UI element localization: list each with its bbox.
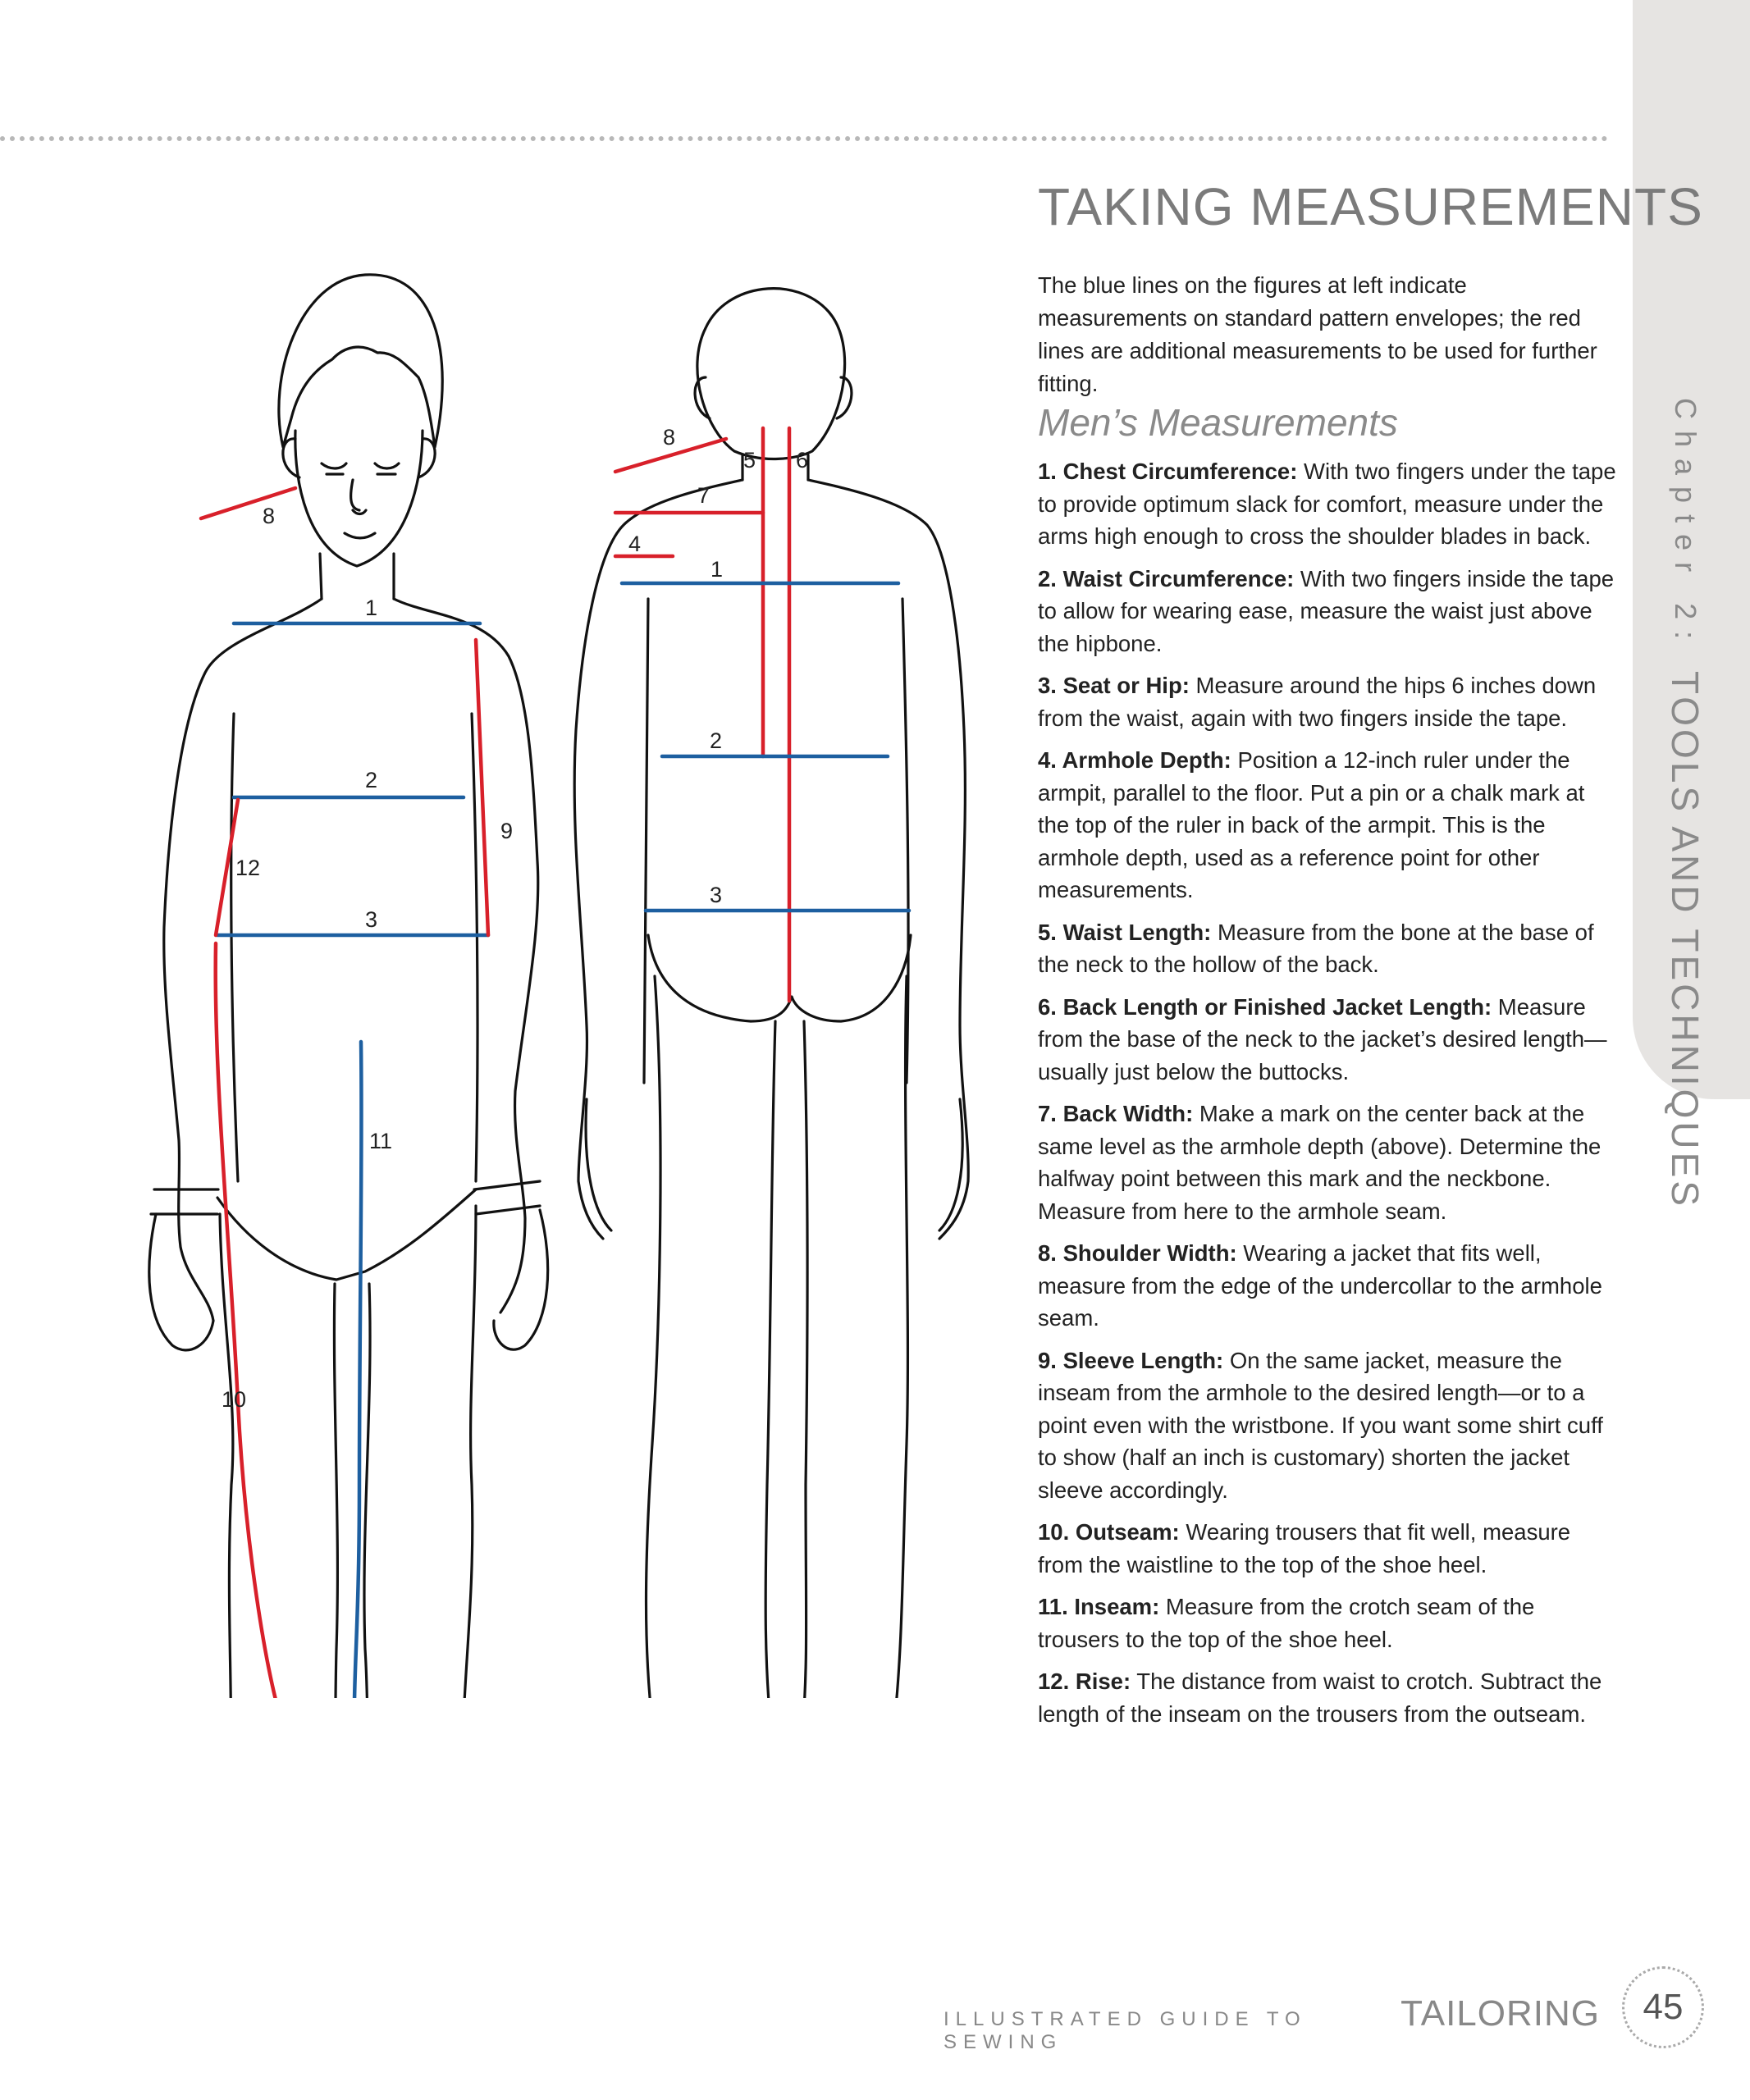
front-label-9: 9 [500,819,514,843]
measurement-list [1038,455,1616,1740]
back-label-8: 8 [663,425,676,450]
back-measure-lines [615,428,909,1001]
page-number: 45 [1622,1966,1704,2048]
measurement-item: 7. Back Width: Make a mark on the center back at the same level as the armhole depth (above). Determine the halfway point between this mark and the neckbone. Measure from here to the armhole seam. [1038,1101,1602,1224]
back-label-6: 6 [796,448,809,472]
measurement-item: 12. Rise: The distance from waist to crotch. Subtract the length of the inseam on the trousers from the outseam. [1038,1669,1602,1727]
front-label-12: 12 [235,856,261,880]
back-label-7: 7 [697,483,711,508]
section-title: TAKING MEASUREMENTS [1038,177,1703,236]
front-label-11: 11 [369,1129,393,1153]
measurement-item: 2. Waist Circumference: With two fingers inside the tape to allow for wearing ease, measure the waist just above the hipbone. [1038,565,1615,656]
book-title: TAILORING [1400,1993,1600,2034]
front-measure-lines [201,488,488,1698]
front-label-2: 2 [365,768,378,792]
front-label-1: 1 [365,596,378,620]
back-figure [574,289,968,1698]
chapter-title: TOOLS AND TECHNIQUES [1664,670,1707,1209]
front-figure [149,275,548,1698]
back-label-5: 5 [743,448,756,472]
series-title: ILLUSTRATED GUIDE TO SEWING [944,2008,1307,2053]
measurement-figures [139,254,1001,1698]
chapter-heading [1663,398,1707,1209]
measurement-item: 4. Armhole Depth: Position a 12-inch ruler under the armpit, parallel to the floor. Put a pin or a chalk mark at the top of the ruler in back of the armpit. This is the armhole depth, used as a reference point for other measurements. [1038,747,1585,902]
intro-paragraph: The blue lines on the figures at left indicate measurements on standard pattern envelopes; the red lines are additional measurements to be used for further fitting. [1038,272,1597,396]
measurement-item: 1. Chest Circumference: With two fingers under the tape to provide optimum slack for comfort, measure under the arms high enough to cross the shoulder blades in back. [1038,459,1616,549]
front-label-10: 10 [222,1387,247,1412]
measurement-item: 6. Back Length or Finished Jacket Length: Measure from the base of the neck to the jacket’s desired length—usually just below the buttocks. [1038,993,1607,1084]
back-label-1: 1 [711,557,724,582]
front-label-8: 8 [263,504,276,528]
back-label-2: 2 [710,728,723,753]
back-label-4: 4 [628,532,642,556]
measurement-item: 10. Outseam: Wearing trousers that fit well, measure from the waistline to the top of the shoe heel. [1038,1519,1571,1577]
measurement-item: 3. Seat or Hip: Measure around the hips 6 inches down from the waist, again with two fingers inside the tape. [1038,673,1597,731]
measurement-item: 11. Inseam: Measure from the crotch seam of the trousers to the top of the shoe heel. [1038,1594,1535,1652]
chapter-label: Chapter 2: [1669,398,1702,651]
measurement-item: 5. Waist Length: Measure from the bone at the base of the neck to the hollow of the back. [1038,919,1594,977]
measurement-item: 8. Shoulder Width: Wearing a jacket that fits well, measure from the edge of the undercollar to the armhole seam. [1038,1240,1602,1331]
back-label-3: 3 [710,883,723,907]
front-labels [222,504,513,1412]
measurement-item: 9. Sleeve Length: On the same jacket, measure the inseam from the armhole to the desired length—or to a point even with the wristbone. If you want some shirt cuff to show (half an inch is customary) shorten the jacket sleeve accordingly. [1038,1347,1603,1503]
section-subtitle: Men’s Measurements [1038,401,1398,444]
dotted-rule [0,136,1608,141]
back-labels [628,425,808,907]
page-footer [944,1993,1600,2054]
front-label-3: 3 [365,907,378,932]
